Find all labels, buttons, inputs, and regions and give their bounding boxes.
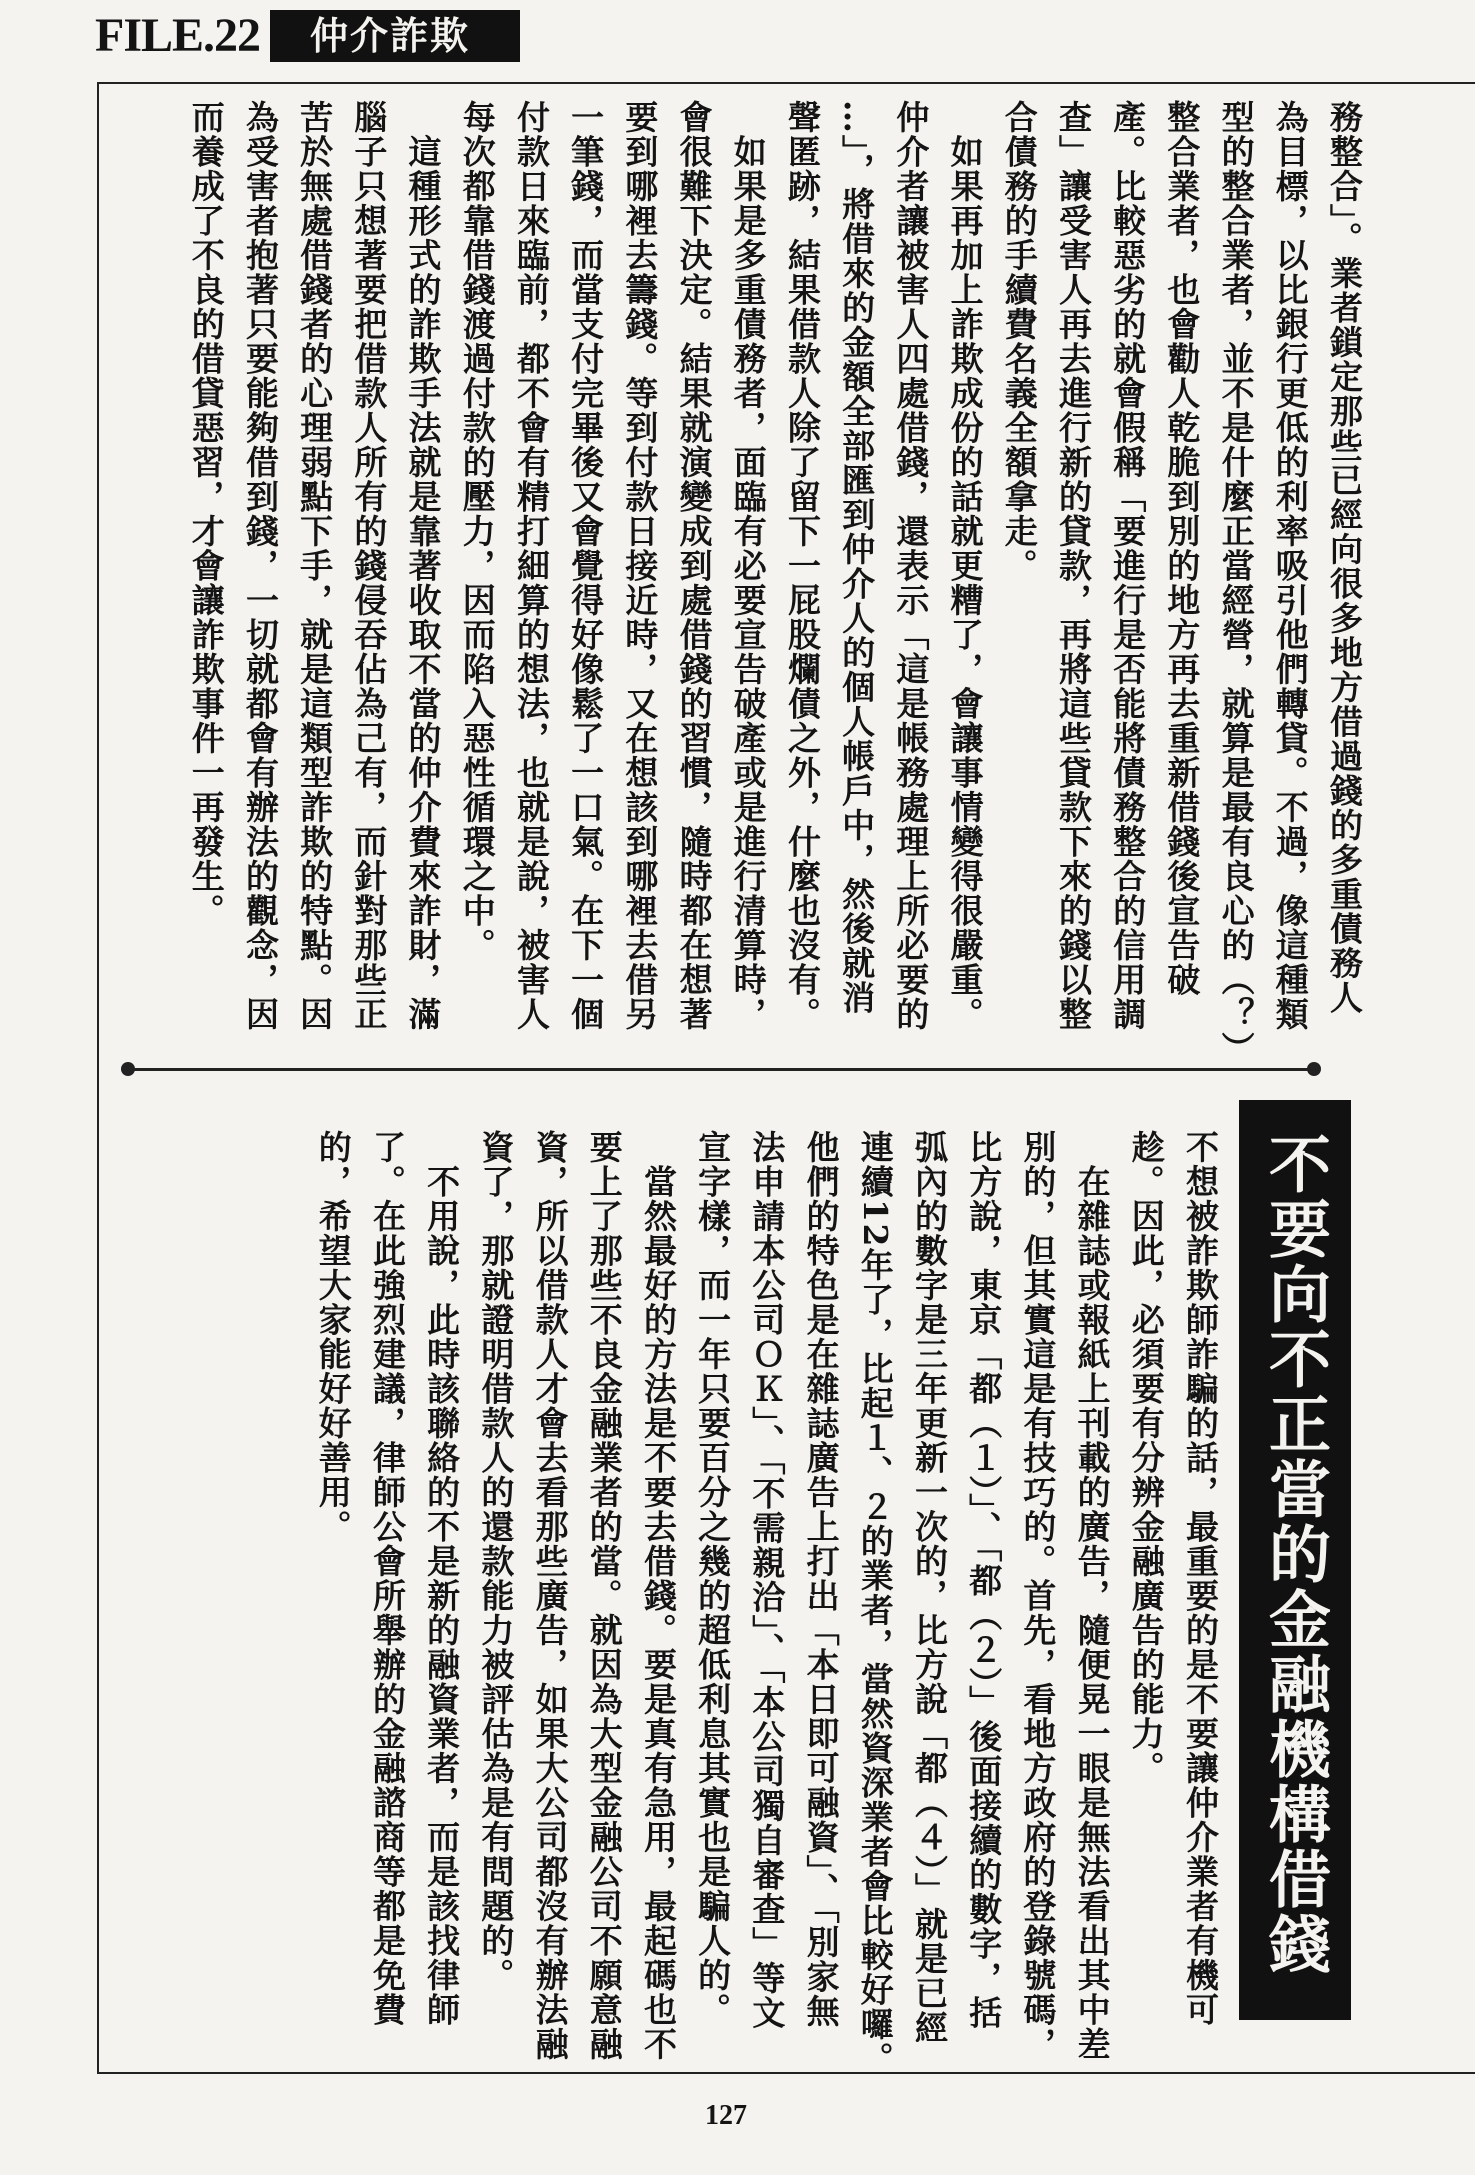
- section-heading: 不要向不正當的金融機構借錢: [1239, 1100, 1351, 2020]
- divider-dot-left: [121, 1062, 135, 1076]
- section-divider: [125, 1068, 1317, 1071]
- divider-dot-right: [1307, 1062, 1321, 1076]
- upper-article-text: 務整合」。業者鎖定那些已經向很多地方借過錢的多重債務人 為目標，以比銀行更低的利率吸引他們轉貸。不過，像這種類 型的整合業者，並不是什麼正當經營，就算是最有良心的（？） 整合業者，也會勸人乾脆到別的地方再去重新借錢後宣告破 產。比較惡劣的就會假稱「要進行是否能將債務整合的信用調 查」讓受害人再去進行新的貸款，再將這些貸款下來的錢以整 合債務的手續費名義全額拿走。 如果再加上詐欺成份的話就更糟了，會讓事情變得很嚴重。 仲介者讓被害人四處借錢，還表示「這是帳務處理上所必要的 …」，將借來的金額全部匯到仲介人的個人帳戶中，然後就消 聲匿跡，結果借款人除了留下一屁股爛債之外，什麼也沒有。 如果是多重債務者，面臨有必要宣告破產或是進行清算時， 會很難下決定。結果就演變成到處借錢的習慣，隨時都在想著 要到哪裡去籌錢。等到付款日接近時，又在想該到哪裡去借另 一筆錢，而當支付完畢後又會覺得好像鬆了一口氣。在下一個 付款日來臨前，都不會有精打細算的想法，也就是說，被害人 每次都靠借錢渡過付款的壓力，因而陷入惡性循環之中。 這種形式的詐欺手法就是靠著收取不當的仲介費來詐財，滿 腦子只想著要把借款人所有的錢侵吞佔為己有，而針對那些正 苦於無處借錢者的心理弱點下手，就是這類型詐欺的特點。因 為受害者抱著只要能夠借到錢，一切就都會有辦法的觀念，因 而養成了不良的借貸惡習，才會讓詐欺事件一再發生。: [186, 100, 1364, 1066]
- file-title: 仲介詐欺: [270, 10, 520, 62]
- file-number: FILE.22: [95, 9, 261, 62]
- lower-article-text: 不想被詐欺師詐騙的話，最重要的是不要讓仲介業者有機可 趁。因此，必須要有分辨金融廣告的能力。 在雜誌或報紙上刊載的廣告，隨便晃一眼是無法看出其中差 別的，但其實這是有技巧的。首先，看地方政府的登錄號碼， 比方說，東京「都（１）」、「都（２）」後面接續的數字，括 弧內的數字是三年更新一次的，比方說「都（４）」就是已經 連續12年了，比起１、２的業者，當然資深業者會比較好囉。 他們的特色是在雜誌廣告上打出「本日即可融資」、「別家無 法申請本公司ＯＫ」、「不需親洽」、「本公司獨自審查」等文 宣字樣，而一年只要百分之幾的超低利息其實也是騙人的。 當然最好的方法是不要去借錢。要是真有急用，最起碼也不 要上了那些不良金融業者的當。就因為大型金融公司不願意融 資，所以借款人才會去看那些廣告，如果大公司都沒有辦法融 資了，那就證明借款人的還款能力被評估為是有問題的。 不用說，此時該聯絡的不是新的融資業者，而是該找律師 了。在此強烈建議，律師公會所舉辦的金融諮商等都是免費 的，希望大家能好好善用。: [313, 1130, 1220, 2076]
- page-header: [95, 8, 520, 64]
- page-number: 127: [705, 2100, 747, 2131]
